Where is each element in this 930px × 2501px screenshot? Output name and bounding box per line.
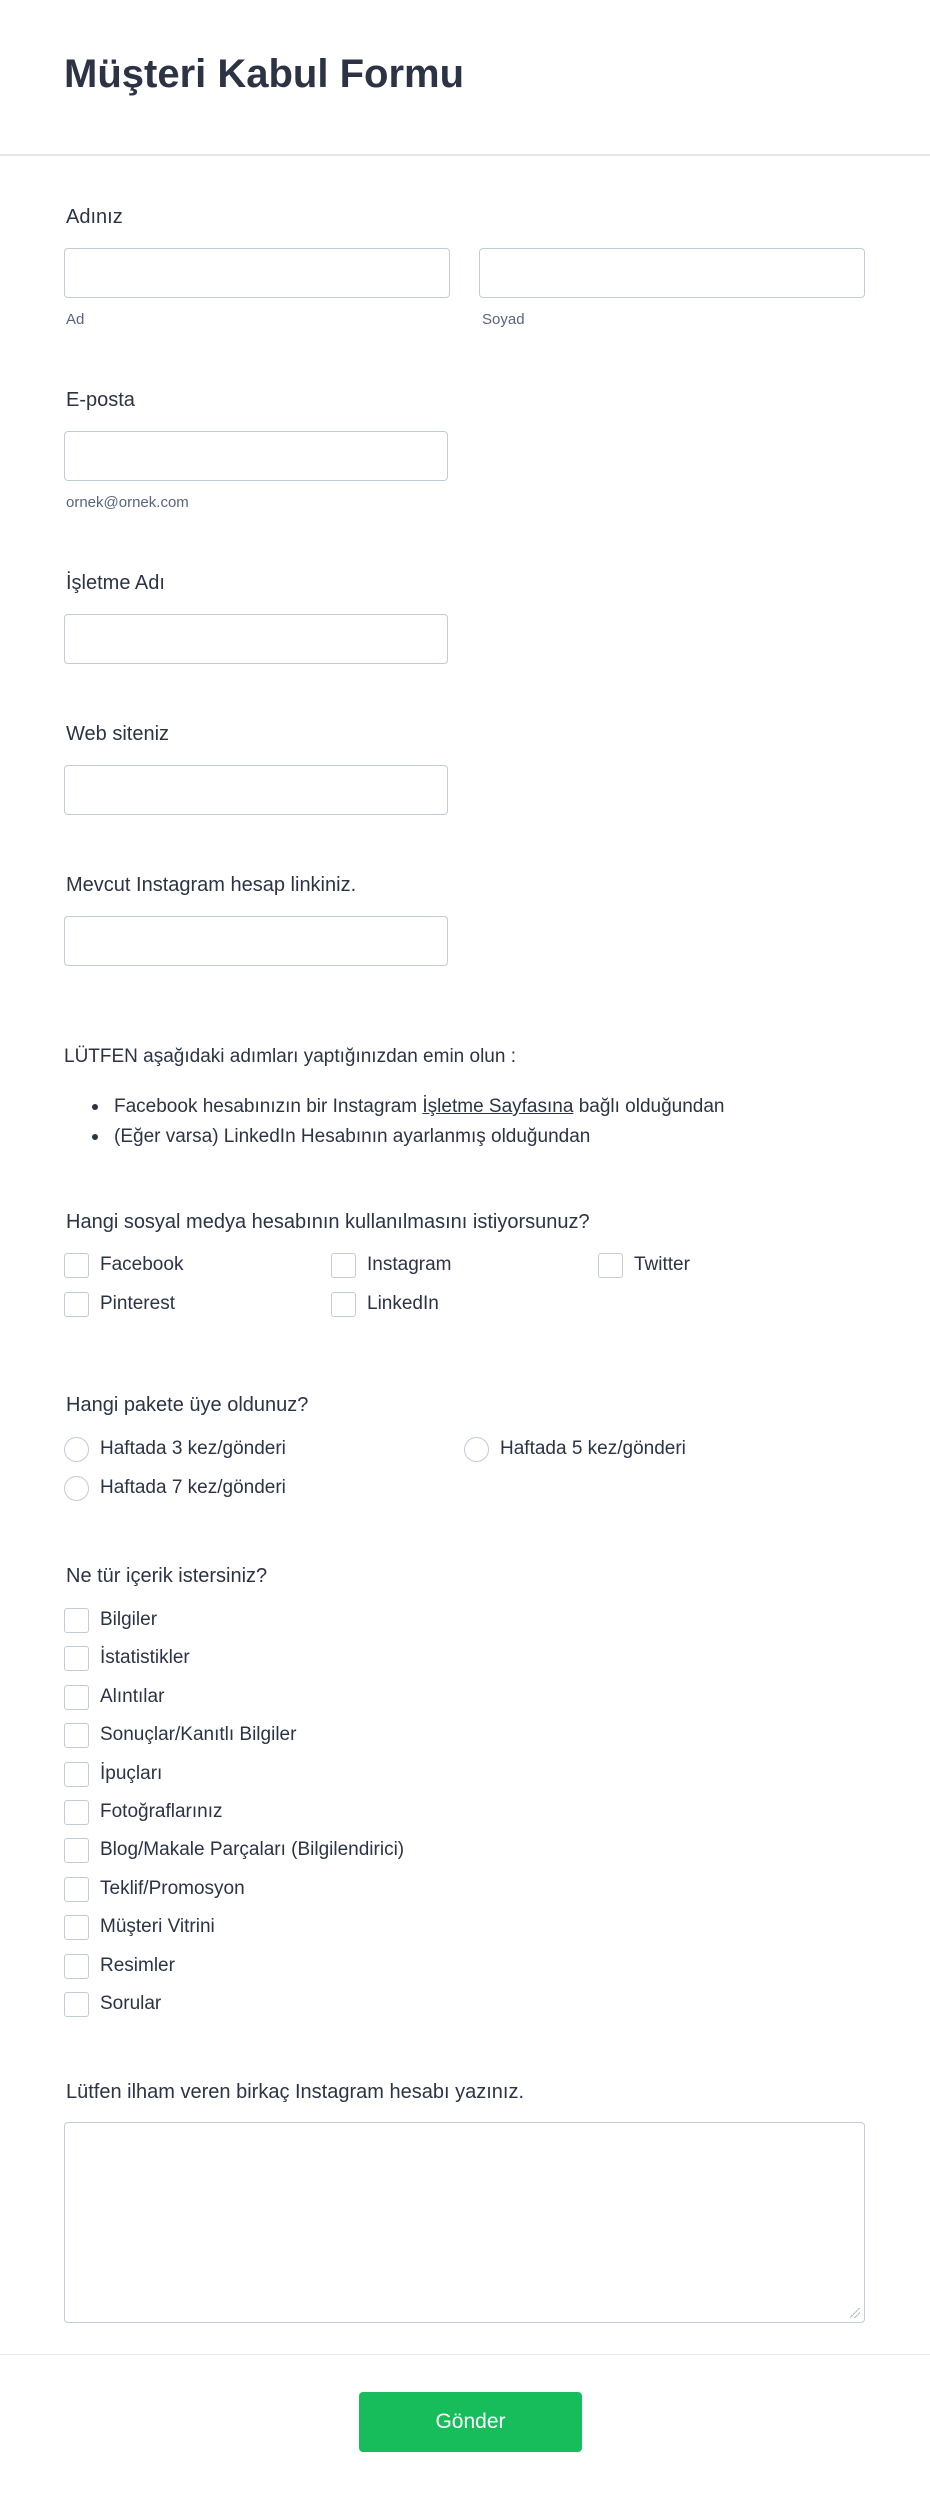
form-header: [0, 0, 930, 156]
checkbox-facebook[interactable]: Facebook: [64, 1252, 183, 1278]
name-label: Adınız: [66, 206, 123, 228]
content-checkbox-item[interactable]: Resimler: [64, 1953, 175, 1979]
checkbox-box[interactable]: [64, 1253, 89, 1278]
checkbox-box[interactable]: [64, 1723, 89, 1748]
checkbox-box[interactable]: [64, 1762, 89, 1787]
last-name-sublabel: Soyad: [482, 311, 525, 328]
checkbox-box[interactable]: [64, 1685, 89, 1710]
content-checkbox-item[interactable]: Sonuçlar/Kanıtlı Bilgiler: [64, 1722, 296, 1748]
website-input[interactable]: [64, 765, 448, 815]
business-name-input[interactable]: [64, 614, 448, 664]
checkbox-box[interactable]: [64, 1800, 89, 1825]
checkbox-box[interactable]: [64, 1608, 89, 1633]
instructions-text: LÜTFEN aşağıdaki adımları yaptığınızdan emin olun :: [64, 1046, 517, 1067]
business-name-label: İşletme Adı: [66, 572, 165, 594]
content-checkbox-item[interactable]: Müşteri Vitrini: [64, 1914, 215, 1940]
radio-circle[interactable]: [64, 1437, 89, 1462]
content-checkbox-item[interactable]: Fotoğraflarınız: [64, 1799, 223, 1825]
instructions-list: [86, 1092, 725, 1152]
radio-package-7[interactable]: Haftada 7 kez/gönderi: [64, 1475, 286, 1501]
submit-button[interactable]: Gönder: [359, 2392, 582, 2452]
instagram-link-input[interactable]: [64, 916, 448, 966]
radio-circle[interactable]: [464, 1437, 489, 1462]
checkbox-box[interactable]: [64, 1292, 89, 1317]
checkbox-box[interactable]: [64, 1646, 89, 1671]
content-checkbox-item[interactable]: İpuçları: [64, 1761, 162, 1787]
checkbox-box[interactable]: [64, 1992, 89, 2017]
radio-circle[interactable]: [64, 1476, 89, 1501]
list-item: Facebook hesabınızın bir Instagram İşletme Sayfasına bağlı olduğundan: [86, 1092, 725, 1122]
content-checkbox-item[interactable]: Alıntılar: [64, 1684, 164, 1710]
content-checkbox-item[interactable]: Bilgiler: [64, 1607, 157, 1633]
checkbox-box[interactable]: [64, 1877, 89, 1902]
content-type-label: Ne tür içerik istersiniz?: [66, 1565, 268, 1587]
resize-handle-icon[interactable]: [850, 2308, 860, 2318]
checkbox-box[interactable]: [598, 1253, 623, 1278]
business-page-link[interactable]: İşletme Sayfasına: [422, 1096, 574, 1117]
checkbox-box[interactable]: [64, 1954, 89, 1979]
email-sublabel: ornek@ornek.com: [66, 494, 189, 511]
footer-divider: [0, 2354, 930, 2355]
checkbox-pinterest[interactable]: Pinterest: [64, 1291, 175, 1317]
checkbox-linkedin[interactable]: LinkedIn: [331, 1291, 439, 1317]
checkbox-box[interactable]: [64, 1838, 89, 1863]
list-item: (Eğer varsa) LinkedIn Hesabının ayarlanmış olduğundan: [86, 1122, 725, 1152]
website-label: Web siteniz: [66, 723, 170, 745]
first-name-input[interactable]: [64, 248, 450, 298]
content-checkbox-item[interactable]: Blog/Makale Parçaları (Bilgilendirici): [64, 1837, 404, 1863]
content-checkbox-item[interactable]: Teklif/Promosyon: [64, 1876, 245, 1902]
email-label: E-posta: [66, 389, 135, 411]
radio-package-3[interactable]: Haftada 3 kez/gönderi: [64, 1436, 286, 1462]
email-input[interactable]: [64, 431, 448, 481]
form-title: Müşteri Kabul Formu: [64, 52, 465, 96]
checkbox-twitter[interactable]: Twitter: [598, 1252, 690, 1278]
package-label: Hangi pakete üye oldunuz?: [66, 1394, 309, 1416]
inspiration-label: Lütfen ilham veren birkaç Instagram hesabı yazınız.: [66, 2081, 525, 2103]
checkbox-box[interactable]: [331, 1292, 356, 1317]
content-checkbox-item[interactable]: Sorular: [64, 1991, 161, 2017]
social-media-label: Hangi sosyal medya hesabının kullanılmasını istiyorsunuz?: [66, 1211, 590, 1233]
content-checkbox-item[interactable]: İstatistikler: [64, 1645, 190, 1671]
inspiration-textarea[interactable]: [64, 2122, 865, 2323]
radio-package-5[interactable]: Haftada 5 kez/gönderi: [464, 1436, 686, 1462]
checkbox-box[interactable]: [331, 1253, 356, 1278]
first-name-sublabel: Ad: [66, 311, 85, 328]
checkbox-box[interactable]: [64, 1915, 89, 1940]
checkbox-instagram[interactable]: Instagram: [331, 1252, 451, 1278]
instagram-link-label: Mevcut Instagram hesap linkiniz.: [66, 874, 357, 896]
last-name-input[interactable]: [479, 248, 865, 298]
